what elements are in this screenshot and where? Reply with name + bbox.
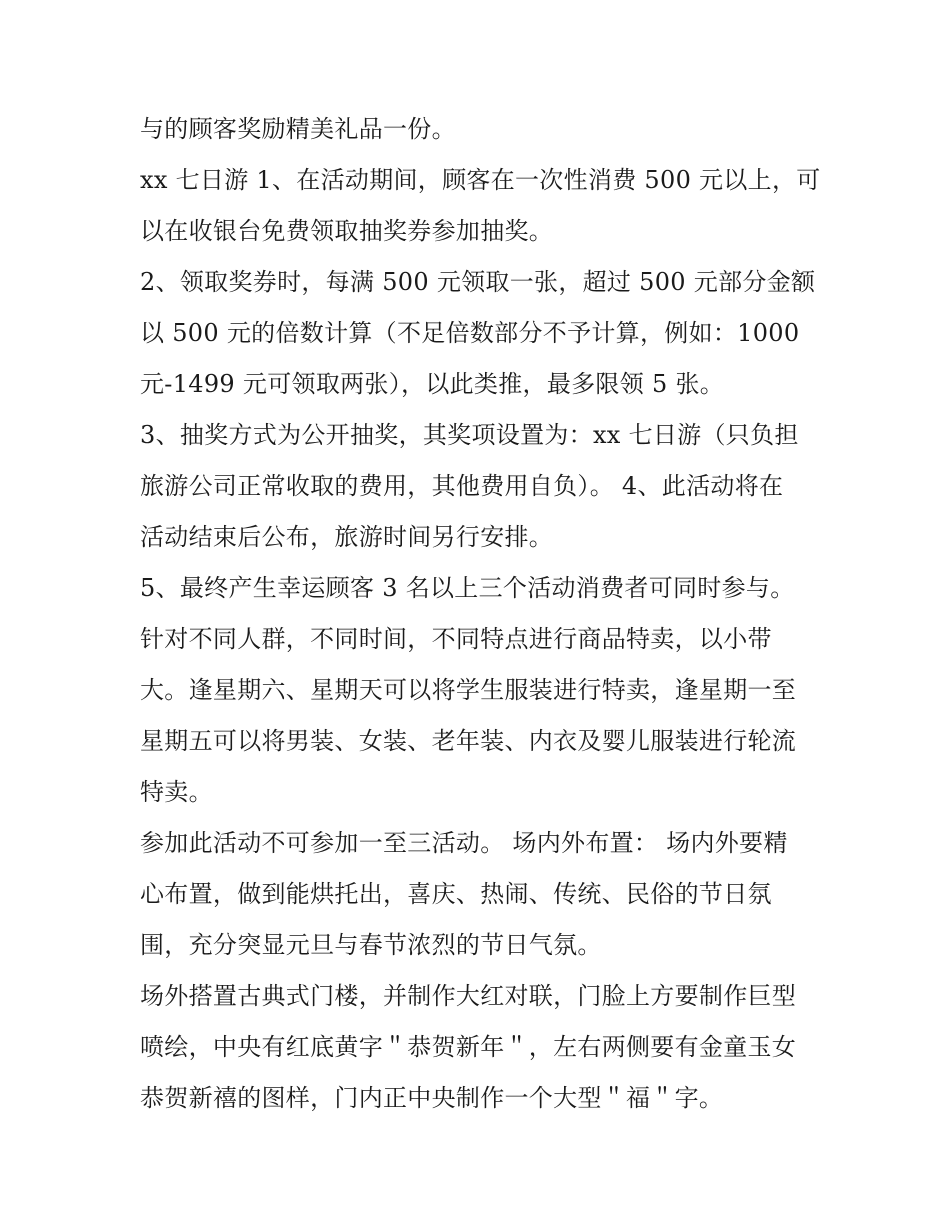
text-line: 场外搭置古典式门楼，并制作大红对联，门脸上方要制作巨型 [140, 982, 797, 1010]
text-line: 喷绘，中央有红底黄字＂恭贺新年＂，左右两侧要有金童玉女 [140, 1033, 797, 1061]
text-line: 2、领取奖券时，每满 500 元领取一张，超过 500 元部分金额 [140, 268, 816, 296]
text-line: 特卖。 [140, 778, 213, 806]
text-line: 旅游公司正常收取的费用，其他费用自负）。 4、此活动将在 [140, 472, 784, 500]
text-line: 5、最终产生幸运顾客 3 名以上三个活动消费者可同时参与。 [140, 574, 795, 602]
text-line: 以在收银台免费领取抽奖券参加抽奖。 [140, 217, 554, 245]
text-line: 参加此活动不可参加一至三活动。 场内外布置： 场内外要精 [140, 829, 788, 857]
text-line: 活动结束后公布，旅游时间另行安排。 [140, 523, 554, 551]
text-line: 恭贺新禧的图样，门内正中央制作一个大型＂福＂字。 [140, 1084, 724, 1112]
text-line: xx 七日游 1、在活动期间，顾客在一次性消费 500 元以上，可 [140, 166, 821, 194]
text-line: 针对不同人群，不同时间，不同特点进行商品特卖，以小带 [140, 625, 772, 653]
text-line: 元-1499 元可领取两张），以此类推，最多限领 5 张。 [140, 370, 725, 398]
text-line: 以 500 元的倍数计算（不足倍数部分不予计算，例如：1000 [140, 319, 800, 347]
text-line: 3、抽奖方式为公开抽奖，其奖项设置为：xx 七日游（只负担 [140, 421, 799, 449]
text-line: 心布置，做到能烘托出，喜庆、热闹、传统、民俗的节日氛 [140, 880, 772, 908]
text-line: 与的顾客奖励精美礼品一份。 [140, 115, 456, 143]
text-line: 大。逢星期六、星期天可以将学生服装进行特卖，逢星期一至 [140, 676, 797, 704]
text-line: 围，充分突显元旦与春节浓烈的节日气氛。 [140, 931, 602, 959]
text-line: 星期五可以将男装、女装、老年装、内衣及婴儿服装进行轮流 [140, 727, 797, 755]
document-body [140, 104, 820, 1124]
